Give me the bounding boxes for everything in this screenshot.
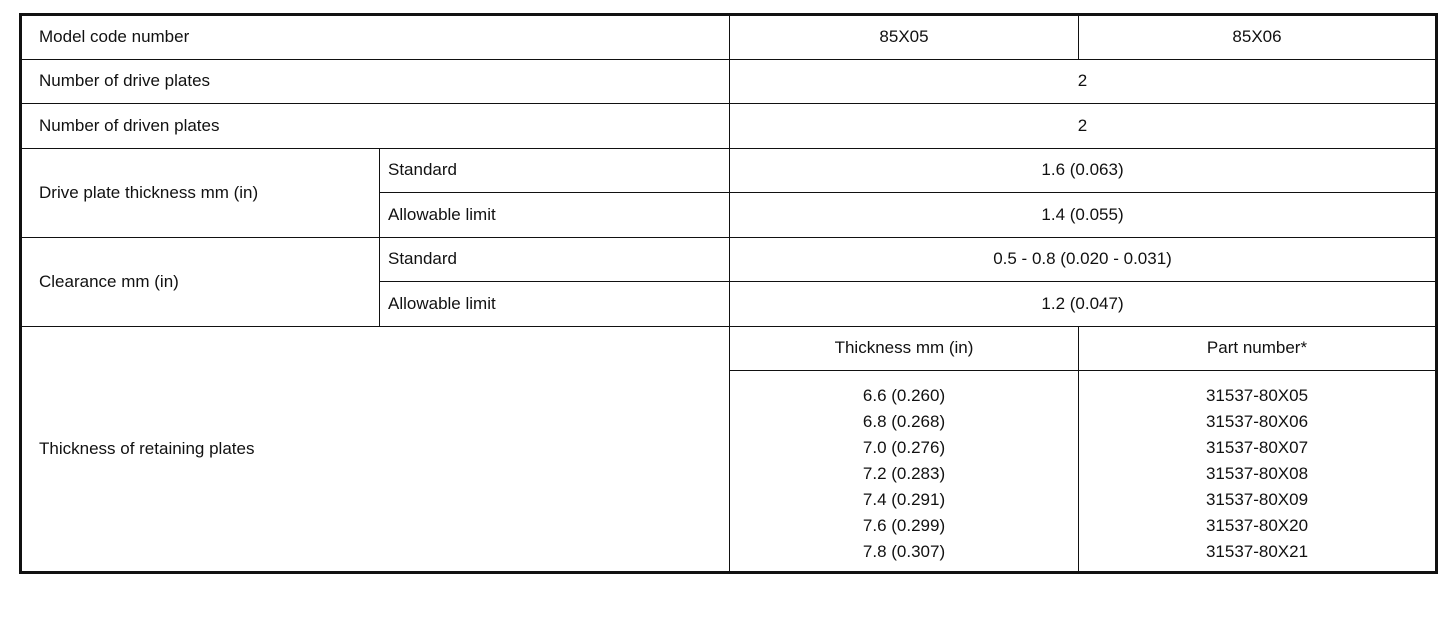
part-number-item: 31537-80X08: [1205, 464, 1309, 483]
table-row-model-code: [21, 15, 1437, 60]
part-number-item: 31537-80X20: [1205, 516, 1309, 535]
part-number-item: 31537-80X05: [1205, 386, 1309, 405]
clearance-standard-value: 0.5 - 0.8 (0.020 - 0.031): [730, 237, 1437, 282]
drive-plate-standard-label: Standard: [380, 148, 730, 193]
retaining-thickness-header: Thickness mm (in): [730, 326, 1079, 371]
drive-plate-limit-label: Allowable limit: [380, 193, 730, 238]
table-row-clearance-standard: [21, 237, 1437, 282]
thickness-item: 7.4 (0.291): [862, 490, 946, 509]
clearance-standard-label: Standard: [380, 237, 730, 282]
driven-plates-label: Number of driven plates: [21, 104, 730, 149]
table-row-drive-plate-thickness-standard: [21, 148, 1437, 193]
drive-plate-limit-value: 1.4 (0.055): [730, 193, 1437, 238]
drive-plates-label: Number of drive plates: [21, 59, 730, 104]
retaining-part-number-list: [1079, 371, 1437, 573]
retaining-plates-label: Thickness of retaining plates: [21, 326, 730, 573]
thickness-item: 7.6 (0.299): [862, 516, 946, 535]
model-code-85x06: 85X06: [1079, 15, 1437, 60]
retaining-part-number-header: Part number*: [1079, 326, 1437, 371]
driven-plates-value: 2: [730, 104, 1437, 149]
table-row-retaining-plates-header: [21, 326, 1437, 371]
clearance-limit-value: 1.2 (0.047): [730, 282, 1437, 327]
part-number-item: 31537-80X09: [1205, 490, 1309, 509]
drive-plates-value: 2: [730, 59, 1437, 104]
table-row-drive-plates: [21, 59, 1437, 104]
part-number-item: 31537-80X06: [1205, 412, 1309, 431]
clutch-spec-table: [19, 13, 1438, 574]
thickness-item: 7.8 (0.307): [862, 542, 946, 561]
drive-plate-thickness-label: Drive plate thickness mm (in): [21, 148, 380, 237]
retaining-thickness-list: [730, 371, 1079, 573]
drive-plate-standard-value: 1.6 (0.063): [730, 148, 1437, 193]
part-number-item: 31537-80X21: [1205, 542, 1309, 561]
table-row-driven-plates: [21, 104, 1437, 149]
part-number-item: 31537-80X07: [1205, 438, 1309, 457]
thickness-item: 6.8 (0.268): [862, 412, 946, 431]
thickness-item: 7.2 (0.283): [862, 464, 946, 483]
model-code-label: Model code number: [21, 15, 730, 60]
thickness-item: 7.0 (0.276): [862, 438, 946, 457]
clearance-label: Clearance mm (in): [21, 237, 380, 326]
thickness-item: 6.6 (0.260): [862, 386, 946, 405]
clearance-limit-label: Allowable limit: [380, 282, 730, 327]
model-code-85x05: 85X05: [730, 15, 1079, 60]
